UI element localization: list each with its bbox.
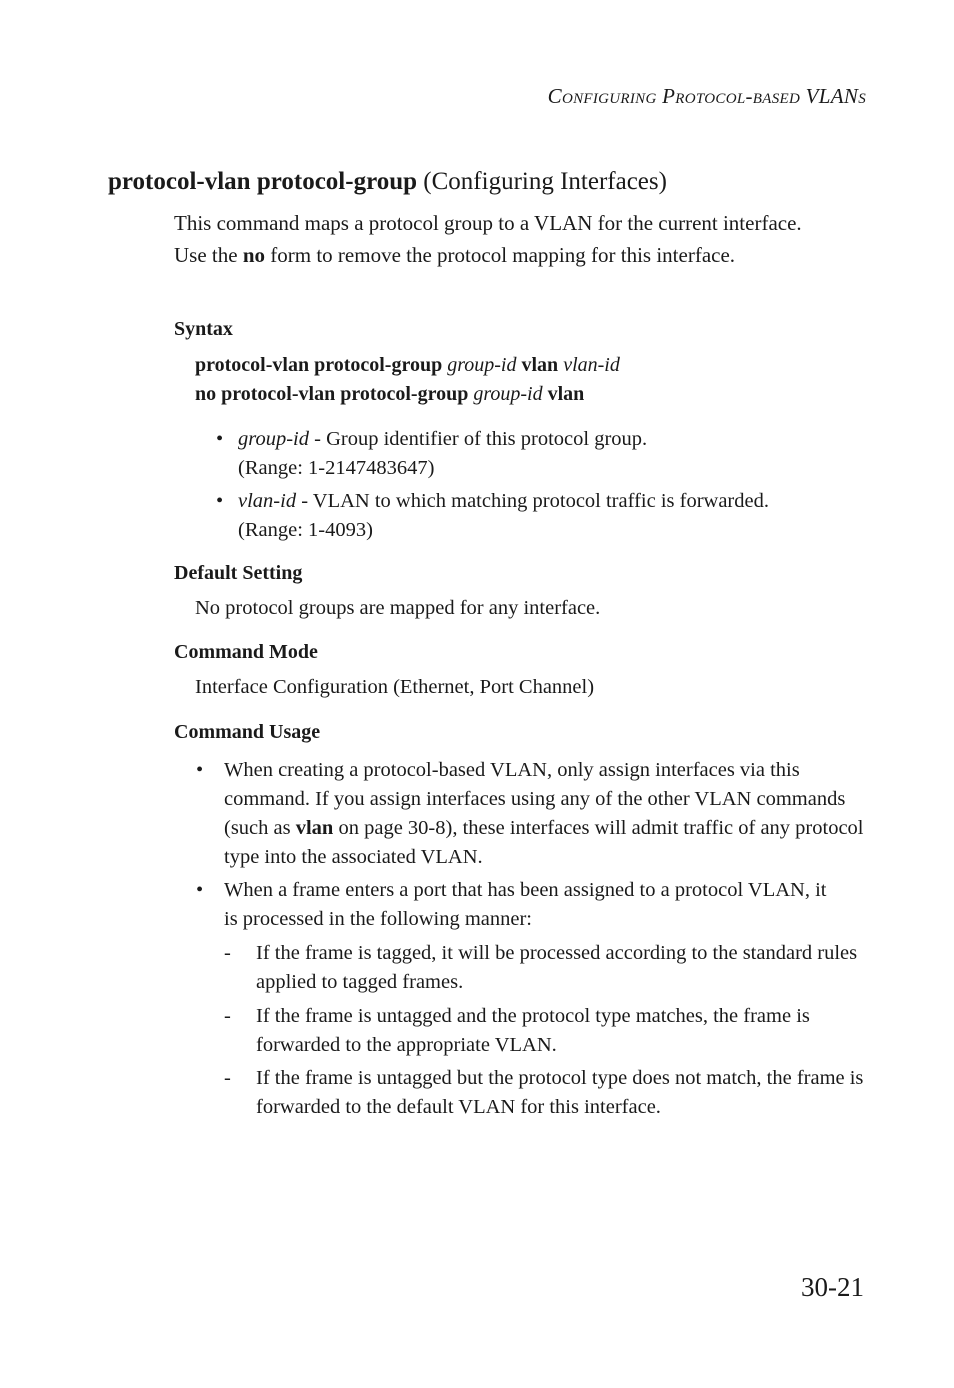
usage-text: When a frame enters a port that has been assigned to a protocol VLAN, it is processed in the following manner: [224,879,827,930]
usage-text: on page 30-8), these interfaces will admit traffic of any protocol type into the associated VLAN. [224,817,864,868]
intro-keyword: no [242,242,266,267]
usage-sub-item [224,1002,876,1060]
command-mode-text: Interface Configuration (Ethernet, Port Channel) [195,676,595,698]
usage-sub-item [224,939,876,997]
intro-paragraph [174,208,834,271]
usage-item [196,756,869,872]
bullet-icon: • [196,879,204,901]
dash-icon: - [224,942,231,964]
running-head [548,84,866,109]
syntax-kw: vlan [547,383,585,405]
param-item [216,425,858,483]
usage-keyword: vlan [295,817,334,839]
command-mode-heading: Command Mode [174,641,318,663]
param-desc: - Group identifier of this protocol group. [314,428,648,450]
syntax-cmd: no protocol-vlan protocol-group [195,383,469,405]
syntax-arg: vlan-id [563,354,620,376]
syntax-arg: group-id [473,383,543,405]
command-context: (Configuring Interfaces) [423,168,667,195]
section-title [108,168,667,196]
param-range: (Range: 1-2147483647) [238,457,435,479]
bullet-icon: • [216,428,224,450]
param-item [216,487,858,545]
param-desc: - VLAN to which matching protocol traffic is forwarded. [301,490,769,512]
running-head-chapter: Configuring Protocol-based [547,84,801,108]
intro-text-2: form to remove the protocol mapping for this interface. [270,242,736,267]
usage-item [196,876,844,934]
syntax-line-2 [195,383,584,406]
bullet-icon: • [216,490,224,512]
param-name: vlan-id [238,490,297,512]
default-setting-text: No protocol groups are mapped for any interface. [195,597,601,619]
param-name: group-id [238,428,309,450]
usage-sub-text: If the frame is untagged but the protocol type does not match, the frame is forwarded to the default VLAN for this interface. [256,1067,864,1118]
bullet-icon: • [196,759,204,781]
dash-icon: - [224,1005,231,1027]
syntax-arg: group-id [447,354,517,376]
default-setting-heading: Default Setting [174,562,303,584]
command-usage-heading: Command Usage [174,721,321,743]
usage-sub-text: If the frame is tagged, it will be processed according to the standard rules applied to tagged frames. [256,942,858,993]
syntax-heading: Syntax [174,318,233,340]
dash-icon: - [224,1067,231,1089]
usage-text: When creating a protocol-based VLAN, only assign interfaces via this command. If you assign interfaces using any of the other VLAN commands (such as [224,759,846,839]
intro-text-1: This command maps a protocol group to a VLAN for the current interface. Use the [174,211,802,267]
running-head-vlans: VLANs [805,84,866,108]
usage-sub-item [224,1064,876,1122]
usage-sub-text: If the frame is untagged and the protocol type matches, the frame is forwarded to the appropriate VLAN. [256,1005,810,1056]
command-name: protocol-vlan protocol-group [108,168,418,195]
syntax-cmd: protocol-vlan protocol-group [195,354,443,376]
syntax-line-1 [195,354,620,377]
param-range: (Range: 1-4093) [238,519,373,541]
page-number: 30-21 [801,1272,864,1302]
syntax-kw: vlan [521,354,559,376]
